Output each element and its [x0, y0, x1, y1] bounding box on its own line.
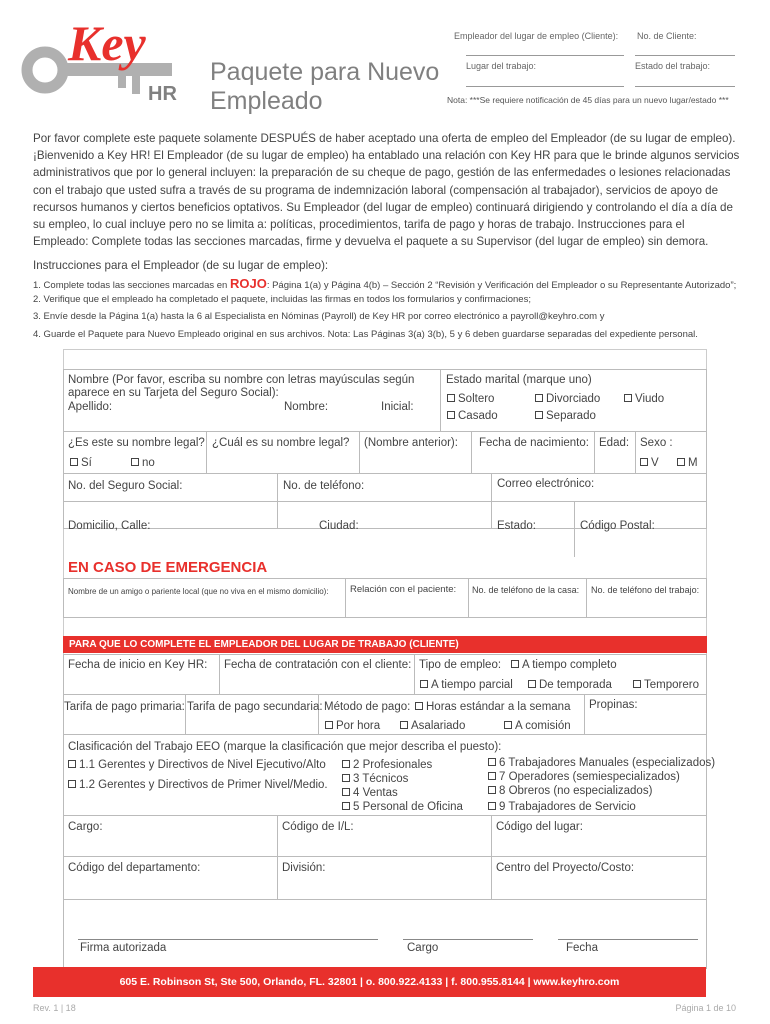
eeo-5[interactable] — [342, 800, 463, 814]
checkbox-icon[interactable] — [342, 788, 350, 796]
hire-date-field[interactable]: Fecha de contratación con el cliente: — [224, 659, 412, 671]
initial-field[interactable]: Inicial: — [381, 401, 414, 413]
instruction-1 — [33, 276, 736, 291]
client-no-label: No. de Cliente: — [637, 31, 697, 41]
checkbox-icon[interactable] — [420, 680, 428, 688]
marital-status-label: Estado marital (marque uno) — [446, 374, 592, 386]
checkbox-icon[interactable] — [415, 702, 423, 710]
checkbox-icon[interactable] — [677, 458, 685, 466]
emergency-relation-field[interactable]: Relación con el paciente: — [350, 584, 457, 595]
marital-single[interactable] — [447, 392, 494, 406]
eeo-8[interactable] — [488, 784, 652, 798]
single-label: Soltero — [458, 393, 495, 405]
name-instructions: Nombre (Por favor, escriba su nombre con letras mayúsculas según — [68, 374, 415, 386]
page-number: Página 1 de 10 — [675, 1003, 736, 1013]
instruction-1-b: : Página 1(a) y Página 4(b) – Sección 2 “Revisión y Verificación del Empleador o su Representante Autorizado”; — [266, 280, 737, 291]
pay-commission[interactable] — [504, 719, 571, 733]
checkbox-icon[interactable] — [342, 774, 350, 782]
salaried-label: Asalariado — [411, 720, 466, 732]
type-temporary[interactable] — [633, 678, 699, 692]
legal-yes[interactable] — [70, 456, 92, 470]
address-field[interactable]: Domicilio, Calle: — [68, 520, 151, 532]
signature-line[interactable] — [78, 939, 378, 940]
name-instructions-2: aparece en su Tarjeta del Seguro Social): — [68, 387, 279, 399]
marital-married[interactable] — [447, 409, 498, 423]
work-state-label: Estado del trabajo: — [635, 61, 711, 71]
separated-label: Separado — [546, 410, 596, 422]
ssn-field[interactable]: No. del Seguro Social: — [68, 480, 183, 492]
eeo-1-2[interactable] — [68, 778, 328, 792]
checkbox-icon[interactable] — [342, 760, 350, 768]
work-state-line[interactable] — [635, 86, 735, 87]
marital-divorced[interactable] — [535, 392, 600, 406]
work-place-line[interactable] — [466, 86, 624, 87]
no-label: no — [142, 457, 155, 469]
legal-no[interactable] — [131, 456, 155, 470]
instructions-title: Instrucciones para el Empleador (de su lugar de empleo): — [33, 259, 329, 272]
eeo-2-label: 2 Profesionales — [353, 759, 433, 771]
keyhr-logo — [20, 8, 200, 123]
sex-label: Sexo : — [640, 437, 673, 449]
pay-hourly[interactable] — [325, 719, 380, 733]
title-line-2: Empleado — [210, 87, 323, 115]
pay-method-label: Método de pago: — [324, 701, 411, 713]
tips-field[interactable]: Propinas: — [589, 699, 638, 711]
emergency-contact-field[interactable]: Nombre de un amigo o pariente local (que no viva en el mismo domicilio): — [68, 587, 329, 596]
revision-label: Rev. 1 | 18 — [33, 1003, 76, 1013]
previous-name-field[interactable]: (Nombre anterior): — [364, 437, 458, 449]
eeo-1-1-label: 1.1 Gerentes y Directivos de Nivel Ejecutivo/Alto — [79, 759, 326, 771]
eeo-3[interactable] — [342, 772, 408, 786]
location-code-field[interactable]: Código del lugar: — [496, 821, 583, 833]
eeo-5-label: 5 Personal de Oficina — [353, 801, 463, 813]
male-label: V — [651, 457, 659, 469]
legal-name-question: ¿Es este su nombre legal? — [68, 437, 205, 449]
sig-date-label: Fecha — [566, 942, 598, 954]
marital-widowed[interactable] — [624, 392, 664, 406]
widowed-label: Viudo — [635, 393, 665, 405]
checkbox-icon[interactable] — [68, 760, 76, 768]
yes-label: Sí — [81, 457, 92, 469]
checkbox-icon[interactable] — [488, 772, 496, 780]
employer-line[interactable] — [466, 55, 624, 56]
checkbox-icon[interactable] — [488, 786, 496, 794]
emp-type-label: Tipo de empleo: — [419, 659, 502, 671]
instruction-1-a: 1. Complete todas las secciones marcadas en — [33, 280, 230, 291]
employer-label: Empleador del lugar de empleo (Cliente): — [454, 31, 619, 41]
primary-rate-field[interactable]: Tarifa de pago primaria: — [64, 701, 185, 713]
client-no-line[interactable] — [635, 55, 735, 56]
emergency-work-phone-field[interactable]: No. de teléfono del trabajo: — [591, 585, 700, 595]
eeo-7[interactable] — [488, 770, 680, 784]
checkbox-icon[interactable] — [325, 721, 333, 729]
footer-bar: 605 E. Robinson St, Ste 500, Orlando, FL. 32801 | o. 800.922.4133 | f. 800.955.8144 | www.keyhro.com — [33, 967, 706, 997]
eeo-1-2-label: 1.2 Gerentes y Directivos de Primer Nivel/Medio. — [79, 779, 328, 791]
email-field[interactable]: Correo electrónico: — [497, 478, 595, 490]
last-name-field[interactable]: Apellido: — [68, 401, 113, 413]
checkbox-icon[interactable] — [624, 394, 632, 402]
part-time-label: A tiempo parcial — [431, 679, 513, 691]
eeo-4[interactable] — [342, 786, 398, 800]
female-label: M — [688, 457, 698, 469]
checkbox-icon[interactable] — [511, 660, 519, 668]
eeo-9-label: 9 Trabajadores de Servicio — [499, 801, 636, 813]
type-full-time[interactable] — [511, 658, 617, 672]
eeo-7-label: 7 Operadores (semiespecializados) — [499, 771, 680, 783]
division-field[interactable]: División: — [282, 862, 326, 874]
secondary-rate-field[interactable]: Tarifa de pago secundaria: — [187, 701, 323, 713]
checkbox-icon[interactable] — [342, 802, 350, 810]
marital-separated[interactable] — [535, 409, 596, 423]
checkbox-icon[interactable] — [447, 394, 455, 402]
sex-male[interactable] — [640, 456, 659, 470]
city-field[interactable]: Ciudad: — [319, 520, 359, 532]
sex-female[interactable] — [677, 456, 698, 470]
checkbox-icon[interactable] — [504, 721, 512, 729]
dob-field[interactable]: Fecha de nacimiento: — [479, 437, 589, 449]
dept-code-field[interactable]: Código del departamento: — [68, 862, 201, 874]
cost-center-field[interactable]: Centro del Proyecto/Costo: — [496, 862, 635, 874]
checkbox-icon[interactable] — [535, 394, 543, 402]
emergency-home-phone-field[interactable]: No. de teléfono de la casa: — [472, 585, 580, 595]
title-line-1: Paquete para Nuevo — [210, 58, 440, 86]
type-seasonal[interactable] — [528, 678, 612, 692]
temporary-label: Temporero — [644, 679, 699, 691]
first-name-field[interactable]: Nombre: — [284, 401, 329, 413]
full-time-label: A tiempo completo — [522, 659, 617, 671]
legal-name-field[interactable]: ¿Cuál es su nombre legal? — [212, 437, 350, 449]
checkbox-icon[interactable] — [131, 458, 139, 466]
pay-salaried[interactable] — [400, 719, 465, 733]
eeo-label: Clasificación del Trabajo EEO (marque la clasificación que mejor describa el puesto): — [68, 741, 502, 753]
eeo-4-label: 4 Ventas — [353, 787, 398, 799]
sig-title-line[interactable] — [403, 939, 533, 940]
checkbox-icon[interactable] — [535, 411, 543, 419]
wc-code-field[interactable]: Código de I/L: — [282, 821, 354, 833]
phone-field[interactable]: No. de teléfono: — [283, 480, 365, 492]
hourly-label: Por hora — [336, 720, 381, 732]
checkbox-icon[interactable] — [400, 721, 408, 729]
seasonal-label: De temporada — [539, 679, 612, 691]
eeo-3-label: 3 Técnicos — [353, 773, 409, 785]
checkbox-icon[interactable] — [633, 680, 641, 688]
employee-form — [63, 349, 716, 969]
rojo-label: ROJO — [229, 276, 267, 291]
sig-title-label: Cargo — [407, 942, 439, 954]
instruction-3: 3. Envíe desde la Página 1(a) hasta la 6 al Especialista en Nóminas (Payroll) de Key HR por correo electrónico a payroll@keyhro.com y — [33, 311, 605, 322]
signature-label: Firma autorizada — [80, 942, 167, 954]
employer-section-banner: PARA QUE LO COMPLETE EL EMPLEADOR DEL LUGAR DE TRABAJO (CLIENTE) — [63, 636, 707, 653]
emergency-title: EN CASO DE EMERGENCIA — [68, 559, 268, 576]
eeo-2[interactable] — [342, 758, 432, 772]
notification-note: Nota: ***Se requiere notificación de 45 días para un nuevo lugar/estado *** — [447, 95, 729, 105]
intro-paragraph: Por favor complete este paquete solamente DESPUÉS de haber aceptado una oferta de empleo del Empleador (de su lugar de empleo). ¡Bienvenido a Key HR! El Empleador (de su lugar de empleo) ha entablado una relación con Key HR para que le brinde algunos servicios administrativos que por lo general incluyen: la preparación de su cheque de pago, gestión de las enfermedades o lesiones relacionadas con el trabajo que usted sufra a través de su programa de indemnización laboral (compensación al trabajador), servicios de apoyo de recursos humanos y ciertos beneficios optativos. Su Empleador (del lugar de empleo) continuará dirigiendo y controlando el día a día de su empleo, lo cual incluye pero no se limita a: políticas, procedimientos, tarifa de pago y horas de trabajo. Instrucciones para el Empleado: Complete todas las secciones marcadas, firme y devuelva el paquete a su Supervisor (del lugar de empleo) sin demora. — [33, 132, 740, 249]
eeo-6[interactable] — [488, 756, 715, 770]
checkbox-icon[interactable] — [70, 458, 78, 466]
logo-key-text: Key — [68, 15, 146, 71]
eeo-6-label: 6 Trabajadores Manuales (especializados) — [499, 757, 716, 769]
start-date-field[interactable]: Fecha de inicio en Key HR: — [68, 659, 208, 671]
instruction-4: 4. Guarde el Paquete para Nuevo Empleado original en sus archivos. Nota: Las Páginas 3(a) 3(b), 5 y 6 deben guardarse separadas del expediente personal. — [33, 329, 698, 340]
page-title — [210, 58, 439, 116]
married-label: Casado — [458, 410, 498, 422]
zip-field[interactable]: Código Postal: — [580, 520, 655, 532]
checkbox-icon[interactable] — [68, 780, 76, 788]
instruction-2: 2. Verifique que el empleado ha completado el paquete, incluidas las firmas en todos los formularios y confirmaciones; — [33, 294, 531, 305]
checkbox-icon[interactable] — [640, 458, 648, 466]
eeo-1-1[interactable] — [68, 758, 326, 772]
divorced-label: Divorciado — [546, 393, 601, 405]
sig-date-line[interactable] — [558, 939, 698, 940]
age-field[interactable]: Edad: — [599, 437, 630, 449]
eeo-9[interactable] — [488, 800, 636, 814]
checkbox-icon[interactable] — [447, 411, 455, 419]
eeo-8-label: 8 Obreros (no especializados) — [499, 785, 653, 797]
work-place-label: Lugar del trabajo: — [466, 61, 537, 71]
checkbox-icon[interactable] — [528, 680, 536, 688]
checkbox-icon[interactable] — [488, 802, 496, 810]
checkbox-icon[interactable] — [488, 758, 496, 766]
type-part-time[interactable] — [420, 678, 513, 692]
logo-hr-text: HR — [148, 83, 177, 105]
position-field[interactable]: Cargo: — [68, 821, 103, 833]
std-hours-label: Horas estándar a la semana — [426, 701, 571, 713]
commission-label: A comisión — [515, 720, 571, 732]
pay-std-hours[interactable] — [415, 700, 570, 714]
state-field[interactable]: Estado: — [497, 520, 536, 532]
